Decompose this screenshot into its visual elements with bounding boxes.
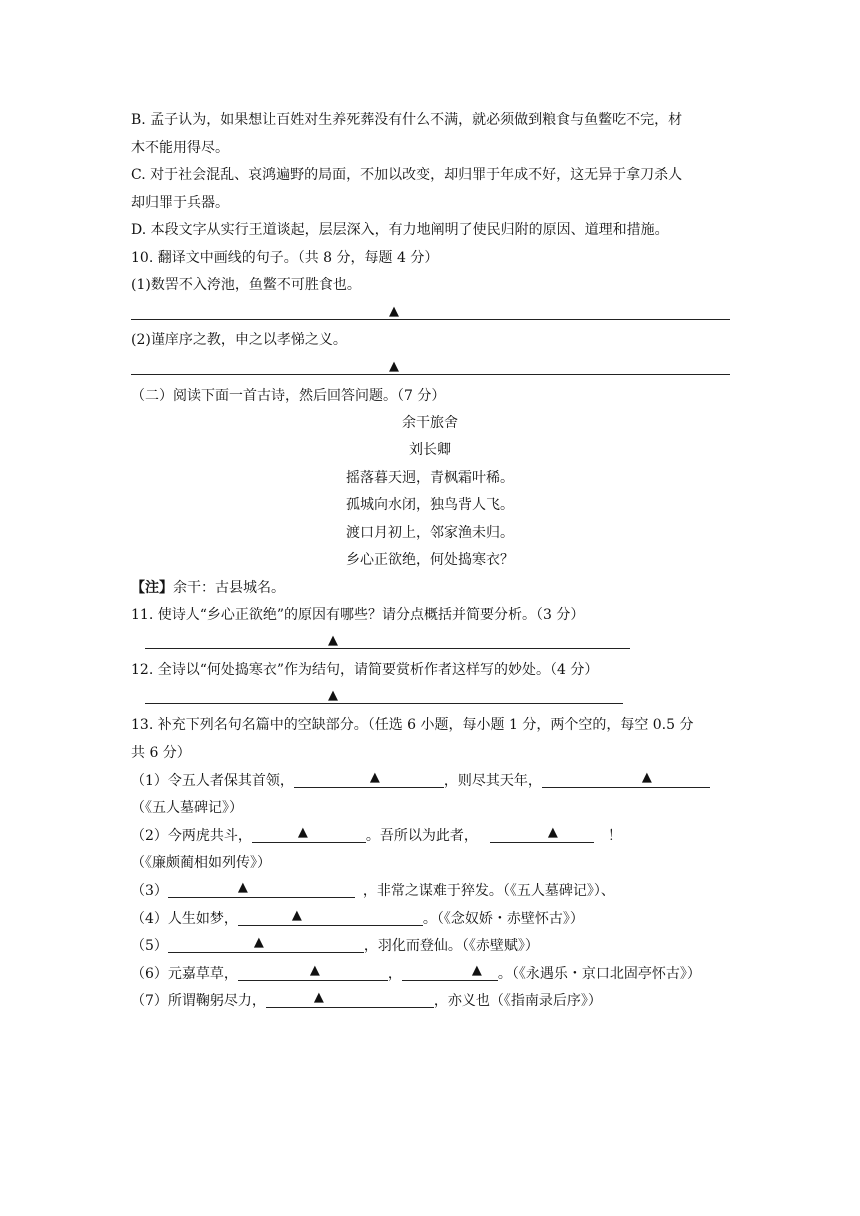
note-label: 【注】 (131, 580, 173, 596)
q10-sentence-2: (2)谨庠序之教，申之以孝悌之义。 (131, 332, 347, 348)
answer-marker-icon: ▲ (309, 963, 320, 978)
poem-line-4: 乡心正欲绝，何处捣寒衣？ (346, 552, 514, 568)
item-text: 。（《永遇乐・京口北固亭怀古》） (497, 966, 701, 982)
fill-blank[interactable] (238, 908, 423, 926)
item-text: （1）令五人者保其首领， (131, 773, 294, 789)
answer-line-q12 (145, 703, 623, 704)
answer-marker-icon: ▲ (389, 359, 399, 374)
answer-line-q10-2 (131, 374, 730, 375)
answer-marker-icon: ▲ (291, 908, 302, 923)
answer-line-q11 (145, 648, 630, 649)
poem-line-3: 渡口月初上，邻家渔未归。 (346, 525, 514, 541)
answer-line-q10-1 (131, 319, 730, 320)
item-text: ！ (607, 828, 622, 844)
q13-item-3 (131, 880, 615, 901)
item-text: （4）人生如梦， (131, 911, 238, 927)
fill-blank[interactable] (252, 825, 366, 843)
answer-marker-icon: ▲ (369, 770, 380, 785)
option-b-line2: 木不能用得尽。 (131, 140, 229, 156)
answer-marker-icon: ▲ (297, 825, 308, 840)
poem-line-2: 孤城向水闭，独鸟背人飞。 (346, 497, 514, 513)
fill-blank[interactable] (542, 770, 710, 788)
q13-item-1 (131, 770, 710, 791)
fill-blank[interactable] (402, 963, 498, 981)
option-c-line1: C. 对于社会混乱、哀鸿遍野的局面，不加以改变，却归罪于年成不好，这无异于拿刀杀人 (131, 167, 683, 183)
fill-blank[interactable] (490, 825, 594, 843)
q13-item-2-source: （《廉颇蔺相如列传》） (131, 855, 271, 871)
answer-marker-icon: ▲ (253, 935, 264, 950)
poem-line-1: 摇落暮天迥，青枫霜叶稀。 (346, 470, 514, 486)
answer-marker-icon: ▲ (237, 880, 248, 895)
q13-item-4 (131, 908, 584, 929)
q10-sentence-1: (1)数罟不入洿池，鱼鳖不可胜食也。 (131, 277, 361, 293)
item-text: ，羽化而登仙。（《赤壁赋》） (363, 938, 539, 954)
fill-blank[interactable] (266, 990, 434, 1008)
q13-item-1-source: （《五人墓碑记》） (131, 800, 243, 816)
poem-note (131, 578, 285, 598)
option-c-line2: 却归罪于兵器。 (131, 195, 229, 211)
q13-stem-line1: 13. 补充下列名句名篇中的空缺部分。（任选 6 小题，每小题 1 分，两个空的，每空 0.5 分 (131, 717, 694, 733)
poem-title: 余干旅舍 (402, 415, 458, 431)
q13-item-2 (131, 825, 622, 846)
q13-item-5 (131, 935, 539, 956)
answer-marker-icon: ▲ (389, 304, 399, 319)
section2-heading: （二）阅读下面一首古诗，然后回答问题。（7 分） (131, 388, 446, 404)
fill-blank[interactable] (238, 963, 388, 981)
answer-marker-icon: ▲ (547, 825, 558, 840)
fill-blank[interactable] (168, 935, 364, 953)
answer-marker-icon: ▲ (641, 770, 652, 785)
option-d: D. 本段文字从实行王道谈起，层层深入，有力地阐明了使民归附的原因、道理和措施。 (131, 222, 669, 238)
item-text: （7）所谓鞠躬尽力， (131, 993, 266, 1009)
answer-marker-icon: ▲ (328, 633, 338, 648)
item-text: （2）今两虎共斗， (131, 828, 252, 844)
item-text: （3） (131, 883, 168, 899)
fill-blank[interactable] (294, 770, 444, 788)
q12-stem: 12. 全诗以“何处捣寒衣”作为结句，请简要赏析作者这样写的妙处。（4 分） (131, 662, 599, 678)
poem-author: 刘长卿 (409, 442, 451, 458)
item-text: ，则尽其天年， (443, 773, 542, 789)
item-text: ，非常之谋难于猝发。（《五人墓碑记》）、 (362, 883, 615, 899)
answer-marker-icon: ▲ (471, 963, 482, 978)
item-text: 。（《念奴娇・赤壁怀古》） (422, 911, 584, 927)
note-text: 余干：古县城名。 (173, 580, 285, 596)
answer-marker-icon: ▲ (313, 990, 324, 1005)
fill-blank[interactable] (168, 880, 355, 898)
q13-item-7 (131, 990, 602, 1011)
q11-stem: 11. 使诗人“乡心正欲绝”的原因有哪些？请分点概括并简要分析。（3 分） (131, 607, 585, 623)
item-text: （6）元嘉草草， (131, 966, 238, 982)
item-text: ， (387, 966, 402, 982)
item-text: 。吾所以为此者， (365, 828, 478, 844)
option-b-line1: B. 孟子认为，如果想让百姓对生养死葬没有什么不满，就必须做到粮食与鱼鳖吃不完，材 (131, 112, 683, 128)
answer-marker-icon: ▲ (328, 688, 338, 703)
q13-item-6 (131, 963, 701, 984)
item-text: （5） (131, 938, 168, 954)
q10-stem: 10. 翻译文中画线的句子。（共 8 分，每题 4 分） (131, 250, 439, 266)
q13-stem-line2: 共 6 分） (131, 745, 191, 761)
item-text: ，亦义也（《指南录后序》） (433, 993, 602, 1009)
